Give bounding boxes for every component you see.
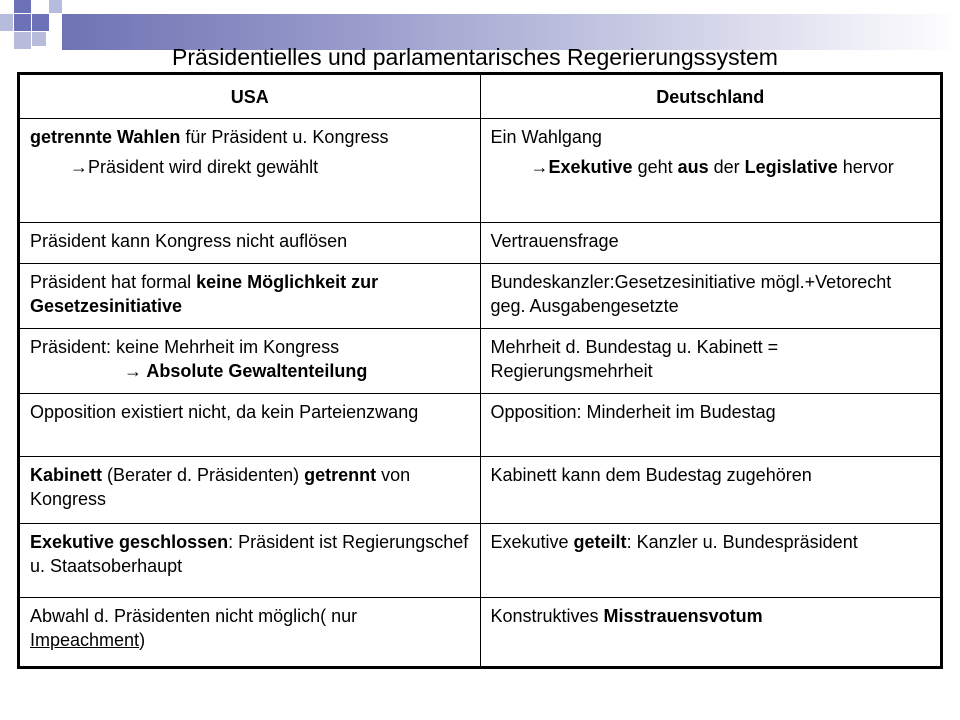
text-bold: Absolute Gewaltenteilung [142, 361, 368, 381]
deco-square [14, 0, 31, 13]
comparison-table [17, 72, 943, 669]
sub-point [491, 155, 931, 179]
cell-usa [19, 524, 481, 598]
deco-square [14, 14, 31, 31]
cell-usa: Opposition existiert nicht, da kein Parteienzwang [19, 394, 481, 457]
text: ) [139, 630, 146, 650]
table-row [19, 119, 942, 223]
table-row [19, 223, 942, 264]
deco-square [49, 0, 62, 13]
text-underlined: Impeachment [30, 630, 140, 650]
cell-usa: Präsident kann Kongress nicht auflösen [19, 223, 481, 264]
text: (Berater d. Präsidenten) [102, 465, 305, 485]
header-deutschland: Deutschland [480, 74, 942, 119]
text-bold: keine Möglichkeit zur Gesetzesinitiative [30, 272, 379, 316]
text-bold: aus [677, 157, 709, 177]
text: : Kanzler u. Bundespräsident [626, 532, 858, 552]
header-usa: USA [19, 74, 481, 119]
text-bold: geteilt [573, 532, 627, 552]
text-bold: getrennt [304, 465, 377, 485]
text: Exekutive [490, 532, 574, 552]
cell-deutschland: Mehrheit d. Bundestag u. Kabinett = Regierungsmehrheit [480, 329, 942, 394]
text: geht [632, 157, 678, 177]
cell-deutschland [480, 119, 942, 223]
text: Präsident hat formal [30, 272, 197, 292]
text: Präsident wird direkt gewählt [88, 157, 319, 177]
cell-deutschland: Kabinett kann dem Budestag zugehören [480, 457, 942, 524]
table-header-row [19, 74, 942, 119]
table-row [19, 329, 942, 394]
deco-square [32, 32, 46, 46]
text: hervor [837, 157, 894, 177]
arrow-icon: → [70, 157, 88, 177]
text: Präsident: keine Mehrheit im Kongress [30, 337, 340, 357]
text: für Präsident u. Kongress [180, 127, 389, 147]
cell-usa [19, 457, 481, 524]
cell-usa [19, 598, 481, 668]
arrow-icon: → [530, 157, 549, 177]
arrow-icon: → [124, 361, 142, 381]
cell-deutschland: Opposition: Minderheit im Budestag [480, 394, 942, 457]
table-row [19, 598, 942, 668]
cell-usa [19, 264, 481, 329]
cell-deutschland: Vertrauensfrage [480, 223, 942, 264]
text: : Präsident ist Regierungschef u. Staatsoberhaupt [30, 532, 469, 576]
text: Abwahl d. Präsidenten nicht möglich( nur [30, 606, 358, 626]
cell-deutschland [480, 598, 942, 668]
deco-square [14, 32, 31, 49]
text-bold: Misstrauensvotum [603, 606, 763, 626]
sub-point [30, 155, 470, 179]
table-row [19, 394, 942, 457]
text: Konstruktives [490, 606, 604, 626]
text-bold: Kabinett [30, 465, 102, 485]
sub-point [30, 359, 470, 383]
text-bold: Exekutive [548, 157, 633, 177]
text: von Kongress [30, 465, 411, 509]
table-row [19, 457, 942, 524]
text: der [708, 157, 745, 177]
deco-square [0, 14, 13, 31]
cell-deutschland: Bundeskanzler:Gesetzesinitiative mögl.+Vetorecht geg. Ausgabengesetzte [480, 264, 942, 329]
cell-usa [19, 119, 481, 223]
table-row [19, 524, 942, 598]
text-bold: Legislative [744, 157, 838, 177]
text-bold: getrennte Wahlen [30, 127, 181, 147]
page-title: Präsidentielles und parlamentarisches Regerierungssystem [172, 44, 778, 70]
cell-deutschland [480, 524, 942, 598]
cell-usa [19, 329, 481, 394]
deco-square [32, 14, 49, 31]
text: Ein Wahlgang [490, 127, 602, 147]
table-row [19, 264, 942, 329]
text-bold: Exekutive geschlossen [30, 532, 229, 552]
